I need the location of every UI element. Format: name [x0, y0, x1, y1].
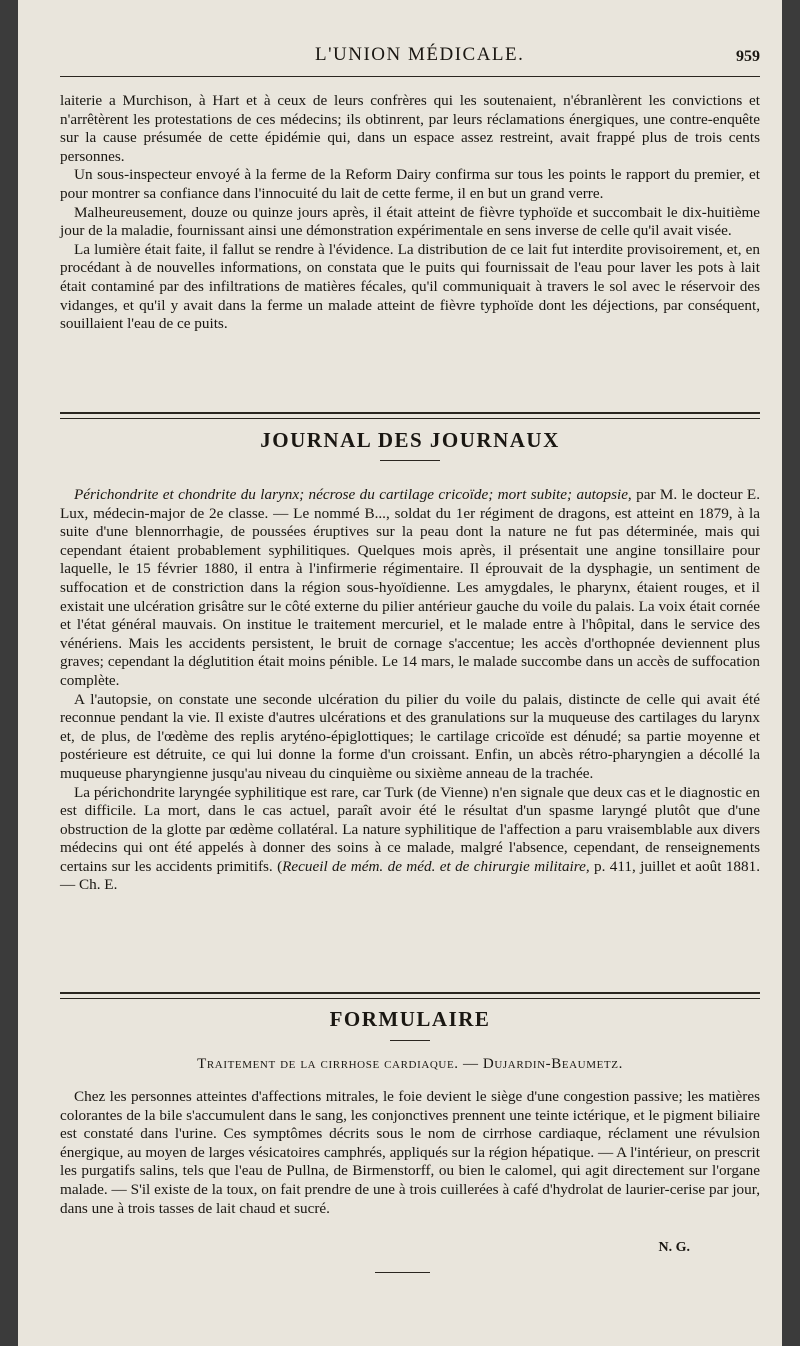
- page-number: 959: [736, 48, 760, 65]
- heading-underline: [390, 1040, 430, 1041]
- article-title: Périchondrite et chondrite du larynx; nécrose du cartilage cricoïde; mort subite; autopsie,: [74, 486, 632, 503]
- paragraph: Malheureusement, douze ou quinze jours après, il était atteint de fièvre typhoïde et succombait le dix-huitième jour de la maladie, fournissant ainsi une démonstration expérimentale en sens inverse de celle qu'il avait visée.: [60, 203, 760, 240]
- paragraph: La périchondrite laryngée syphilitique est rare, car Turk (de Vienne) n'en signale que deux cas et le diagnostic en est difficile. La mort, dans le cas actuel, paraît avoir été le résultat d'un spasme laryngé plutôt que d'une obstruction de la glotte par œdème collatéral. La nature syphilitique de l'affection a paru vraisemblable aux divers médecins qui ont été appelés à donner des soins à ce malade, malgré l'absence, cependant, de renseignements certains sur les accidents primitifs. (Recueil de mém. de méd. et de chirurgie militaire, p. 411, juillet et août 1881. — Ch. E.: [60, 783, 760, 894]
- paragraph: Chez les personnes atteintes d'affections mitrales, le foie devient le siège d'une congestion passive; les matières colorantes de la bile s'accumulent dans le sang, les conjonctives prennent une teinte ictérique, et le pigment biliaire est constaté dans l'urine. Ces symptômes décrits sous le nom de cirrhose cardiaque, réclament une révulsion énergique, au moyen de larges vésicatoires camphrés, appliqués sur la région hépatique. — A l'intérieur, on prescrit les purgatifs salins, tels que l'eau de Pullna, de Birmenstorff, ou bien le calomel, qui agit directement sur l'organe malade. — S'il existe de la toux, on fait prendre de une à trois cuillerées à café d'hydrolat de laurier-cerise par jour, dans une à trois tasses de lait chaud et sucré.: [60, 1088, 760, 1217]
- section-heading-formulaire: FORMULAIRE: [329, 1007, 491, 1031]
- signature: N. G.: [658, 1240, 690, 1255]
- journal-article: [60, 486, 760, 895]
- paragraph: Périchondrite et chondrite du larynx; nécrose du cartilage cricoïde; mort subite; autopsie, par M. le docteur E. Lux, médecin-major de 2e classe. — Le nommé B..., soldat du 1er régiment de dragons, est atteint en 1879, à la suite d'une blennorrhagie, de poussées éruptives sur la peau dont la nature ne fut pas déterminée, mais qui cependant étaient probablement syphilitiques. Quelques mois après, il présentait une angine tonsillaire pour laquelle, le 15 février 1880, il entra à l'infirmerie régimentaire. Il éprouvait de la dysphagie, un sentiment de suffocation et de constriction dans la région sous-hyoïdienne. Les amygdales, le pharynx, étaient rouges, et il existait une ulcération grisâtre sur le côté externe du pilier antérieur gauche du voile du palais. La voix était cornée et l'état général mauvais. On institue le traitement mercuriel, et le malade entre à l'hôpital, dans le service des vénériens. Mais les accidents persistent, le bruit de cornage s'accentue; les accès d'orthopnée deviennent plus graves; cependant la déglutition était moins pénible. Le 14 mars, le malade succombe dans un accès de suffocation complète.: [60, 486, 760, 689]
- citation: Recueil de mém. de méd. et de chirurgie militaire,: [282, 857, 590, 875]
- header-rule: [60, 76, 760, 77]
- heading-underline: [380, 460, 440, 461]
- section-divider: [60, 992, 760, 999]
- formula-body: [60, 1088, 760, 1218]
- paragraph: A l'autopsie, on constate une seconde ulcération du pilier du voile du palais, distincte de celle qui avait été reconnue pendant la vie. Il existe d'autres ulcérations et des granulations sur la muqueuse des cartilages du larynx et, de plus, de l'œdème des replis aryténo-épiglottiques; le cartilage cricoïde est dénudé; sa partie moyenne et postérieure est détruite, ce qui lui donne la forme d'un croissant. Enfin, un abcès rétro-pharyngien a décollé la muqueuse pharyngienne jusqu'au niveau du cinquième ou sixième anneau de la trachée.: [60, 690, 760, 782]
- top-article: [60, 92, 760, 334]
- section-divider: [60, 412, 760, 419]
- formula-subtitle: Traitement de la cirrhose cardiaque. — Dujardin-Beaumetz.: [197, 1056, 623, 1072]
- paragraph: laiterie a Murchison, à Hart et à ceux de leurs confrères qui les soutenaient, n'ébranlèrent les convictions et n'arrêtèrent les protestations de ces médecins; ils obtinrent, par leurs réclamations énergiques, une contre-enquête sur la cause présumée de cette épidémie qui, dans un espace assez restreint, avait frappé plus de trois cents personnes.: [60, 92, 760, 165]
- paragraph: La lumière était faite, il fallut se rendre à l'évidence. La distribution de ce lait fut interdite provisoirement, et, en procédant à de nouvelles informations, on constata que le puits qui fournissait de l'eau pour laver les pots à lait était contaminé par des infiltrations de matières fécales, qu'il communiquait à travers le sol avec le réservoir des vidanges, et qu'il y avait dans la ferme un malade atteint de fièvre typhoïde dont les déjections, par conséquent, souillaient l'eau de ce puits.: [60, 240, 760, 333]
- journal-title: L'UNION MÉDICALE.: [315, 44, 525, 65]
- section-heading-journal: JOURNAL DES JOURNAUX: [260, 428, 560, 452]
- page: [18, 0, 782, 1346]
- running-header: [60, 44, 760, 74]
- end-rule: [375, 1272, 430, 1273]
- paragraph: Un sous-inspecteur envoyé à la ferme de la Reform Dairy confirma sur tous les points le rapport du premier, et pour montrer sa confiance dans l'innocuité du lait de cette ferme, il en but un grand verre.: [60, 166, 760, 202]
